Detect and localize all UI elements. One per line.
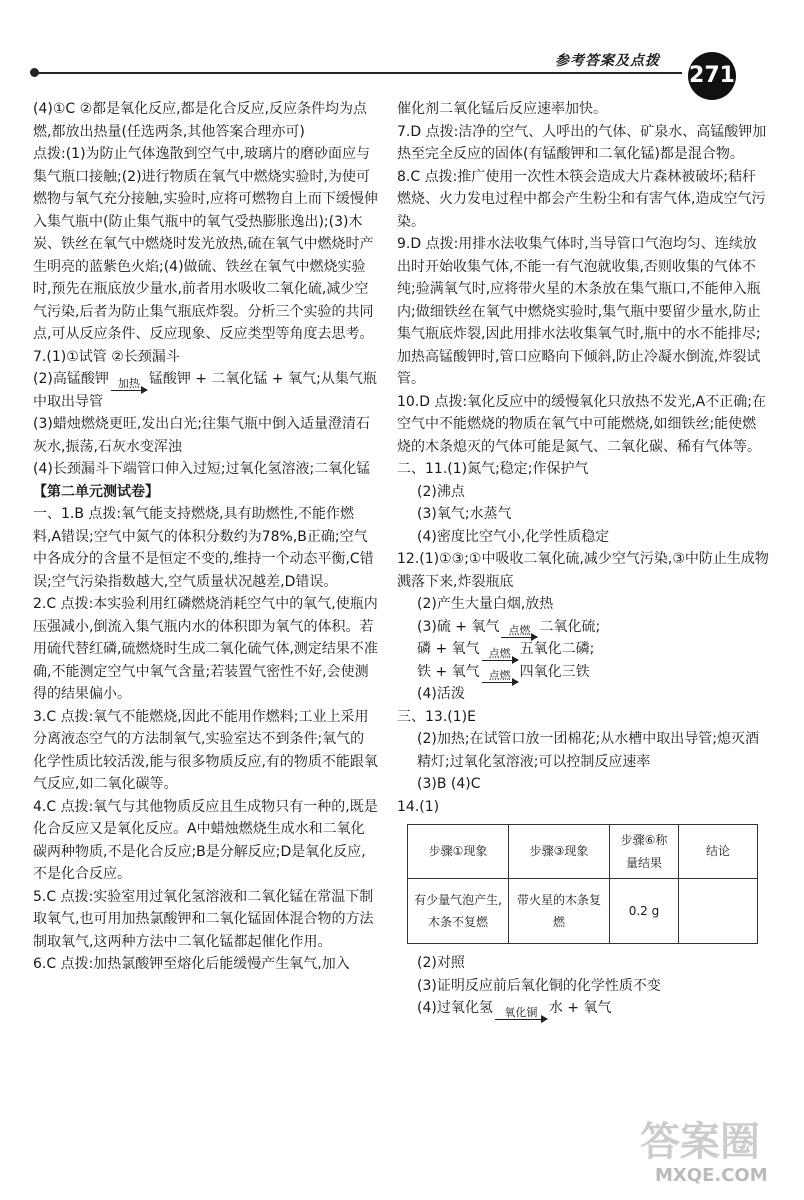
q13-2: (2)加热;在试管口放一团棉花;从水槽中取出导管;熄灭酒精灯;过氧化氢溶液;可以控制反应速率	[417, 731, 759, 770]
answer-7-4: (4)长颈漏斗下端管口伸入过短;过氧化氢溶液;二氧化锰	[33, 461, 371, 477]
table-cell	[679, 879, 758, 944]
reaction-arrow: 点燃	[501, 625, 537, 638]
section-unit2-test: 【第二单元测试卷】	[33, 483, 159, 500]
reaction-arrow: 点燃	[482, 648, 518, 661]
q12-3-iron: 铁 + 氧气 点燃 四氧化三铁	[417, 663, 590, 682]
table-cell: 带火星的木条复燃	[509, 879, 610, 944]
watermark-url: MXQE.COM	[655, 1165, 768, 1186]
q13-1: 三、13.(1)E	[397, 708, 476, 725]
answer-7-1: 7.(1)①试管 ②长颈漏斗	[33, 348, 180, 365]
q14-2: (2)对照	[417, 955, 465, 971]
table-header: 步骤③现象	[509, 825, 610, 879]
q11-1: 二、11.(1)氮气;稳定;作保护气	[397, 461, 589, 477]
table-header: 步骤①现象	[408, 825, 509, 879]
q1: 一、1.B 点拨:氧气能支持燃烧,具有助燃性,不能作燃料,A错误;空气中氮气的体积分数约为78%,B正确;空气中各成分的含量不是恒定不变的,维持一个动态平衡,C错误;空气污染指数越大,空气质量状况越差,D错误。	[33, 506, 374, 590]
q11-3: (3)氧气;水蒸气	[417, 506, 512, 522]
q4: 4.C 点拨:氧气与其他物质反应且生成物只有一种的,既是化合反应又是氧化反应。A中蜡烛燃烧生成水和二氧化碳两种物质,不是化合反应;B是分解反应;D是氧化反应,不是化合反应。	[33, 798, 378, 882]
q8: 8.C 点拨:推广使用一次性木筷会造成大片森林被破坏;秸秆燃烧、火力发电过程中都会产生粉尘和有害气体,造成空气污染。	[397, 168, 766, 230]
q12-4: (4)活泼	[417, 686, 465, 702]
q12-3-phosphorus: 磷 + 氧气 点燃 五氧化二磷;	[417, 641, 595, 660]
table-row	[408, 879, 758, 944]
q11-2: (2)沸点	[417, 483, 465, 500]
watermark-logo: 答案圈	[640, 1119, 760, 1165]
q14-3: (3)证明反应前后氧化铜的化学性质不变	[417, 977, 661, 994]
q3: 3.C 点拨:氧气不能燃烧,因此不能用作燃料;工业上采用分离液态空气的方法制氧气,实验室达不到条件;氧气的化学性质比较活泼,能与很多物质反应,有的物质不能跟氧气反应,如二氧化碳等。	[33, 708, 378, 792]
q2: 2.C 点拨:本实验利用红磷燃烧消耗空气中的氧气,使瓶内压强减小,倒流入集气瓶内水的体积即为氧气的体积。若用硫代替红磷,硫燃烧时生成二氧化硫气体,测定结果不准确,不能测定空气中氧气含量;若装置气密性不好,会使测得的结果偏小。	[33, 596, 378, 702]
q11-4: (4)密度比空气小,化学性质稳定	[417, 528, 610, 545]
header-title: 参考答案及点拨	[555, 53, 660, 69]
q14-4: (4)过氧化氢 氧化铜 水 + 氧气	[417, 1000, 612, 1019]
answer-6-4: (4)①C ②都是氧化反应,都是化合反应,反应条件均为点燃,都放出热量(任选两条,其他答案合理亦可)	[33, 101, 368, 140]
table-cell: 0.2 g	[610, 879, 679, 944]
q13-3-4: (3)B (4)C	[417, 776, 481, 792]
reaction-arrow: 加热	[111, 378, 147, 391]
header-rule	[32, 72, 682, 74]
table-cell: 有少量气泡产生,木条不复燃	[408, 879, 509, 944]
left-column	[33, 98, 378, 976]
hint-6: 点拨:(1)为防止气体逸散到空气中,玻璃片的磨砂面应与集气瓶口接触;(2)进行物质在氧气中燃烧实验时,为使可燃物与氧气充分接触,实验时,应将可燃物自上而下缓慢伸入集气瓶中(防止集气瓶中的氧气受热膨胀逸出);(3)木炭、铁丝在氧气中燃烧时发光放热,硫在氧气中燃烧时产生明亮的蓝紫色火焰;(4)做硫、铁丝在氧气中燃烧实验时,预先在瓶底放少量水,前者用水吸收二氧化硫,减少空气污染,后者为防止集气瓶底炸裂。分析三个实验的共同点,可从反应条件、反应现象、反应类型等角度去思考。	[33, 146, 378, 342]
q12-3-sulfur: (3)硫 + 氧气 点燃 二氧化硫;	[417, 618, 601, 637]
q5: 5.C 点拨:实验室用过氧化氢溶液和二氧化锰在常温下制取氧气,也可用加热氯酸钾和二氧化锰固体混合物的方法制取氧气,这两种方法中二氧化锰都起催化作用。	[33, 888, 374, 950]
answer-7-3: (3)蜡烛燃烧更旺,发出白光;往集气瓶中倒入适量澄清石灰水,振荡,石灰水变浑浊	[33, 416, 370, 455]
reaction-arrow: 点燃	[482, 670, 518, 683]
q14-1: 14.(1)	[397, 798, 440, 815]
q6: 6.C 点拨:加热氯酸钾至熔化后能缓慢产生氧气,加入	[33, 956, 350, 972]
q10: 10.D 点拨:氧化反应中的缓慢氧化只放热不发光,A不正确;在空气中不能燃烧的物质在氧气中可能燃烧,如细铁丝;能使燃烧的木条熄灭的气体可能是氮气、二氧化碳、稀有气体等。	[397, 393, 766, 455]
right-column	[397, 98, 769, 1020]
table-header: 步骤⑥称量结果	[610, 825, 679, 879]
page-number: 271	[688, 52, 736, 100]
answer-7-2: (2)高锰酸钾 加热 锰酸钾 + 二氧化锰 + 氧气;从集气瓶中取出导管	[33, 371, 377, 410]
q9: 9.D 点拨:用排水法收集气体时,当导管口气泡均匀、连续放出时开始收集气体,不能一有气泡就收集,否则收集的气体不纯;验满氧气时,应将带火星的木条放在集气瓶口,不能伸入瓶内;做细铁丝在氧气中燃烧实验时,集气瓶中要留少量水,防止集气瓶底炸裂,因此用排水法收集氧气时,瓶中的水不能排尽;加热高锰酸钾时,管口应略向下倾斜,防止冷凝水倒流,炸裂试管。	[397, 236, 761, 387]
table-header: 结论	[679, 825, 758, 879]
q7: 7.D 点拨:洁净的空气、人呼出的气体、矿泉水、高锰酸钾加热至完全反应的固体(有锰酸钾和二氧化锰)都是混合物。	[397, 123, 767, 162]
q12-2: (2)产生大量白烟,放热	[417, 596, 554, 612]
q6-continued: 催化剂二氧化锰后反应速率加快。	[397, 101, 607, 117]
reaction-arrow: 氧化铜	[495, 1007, 547, 1020]
q12-1: 12.(1)①③;①中吸收二氧化硫,减少空气污染,③中防止生成物溅落下来,炸裂瓶底	[397, 551, 769, 590]
experiment-table	[407, 824, 758, 944]
